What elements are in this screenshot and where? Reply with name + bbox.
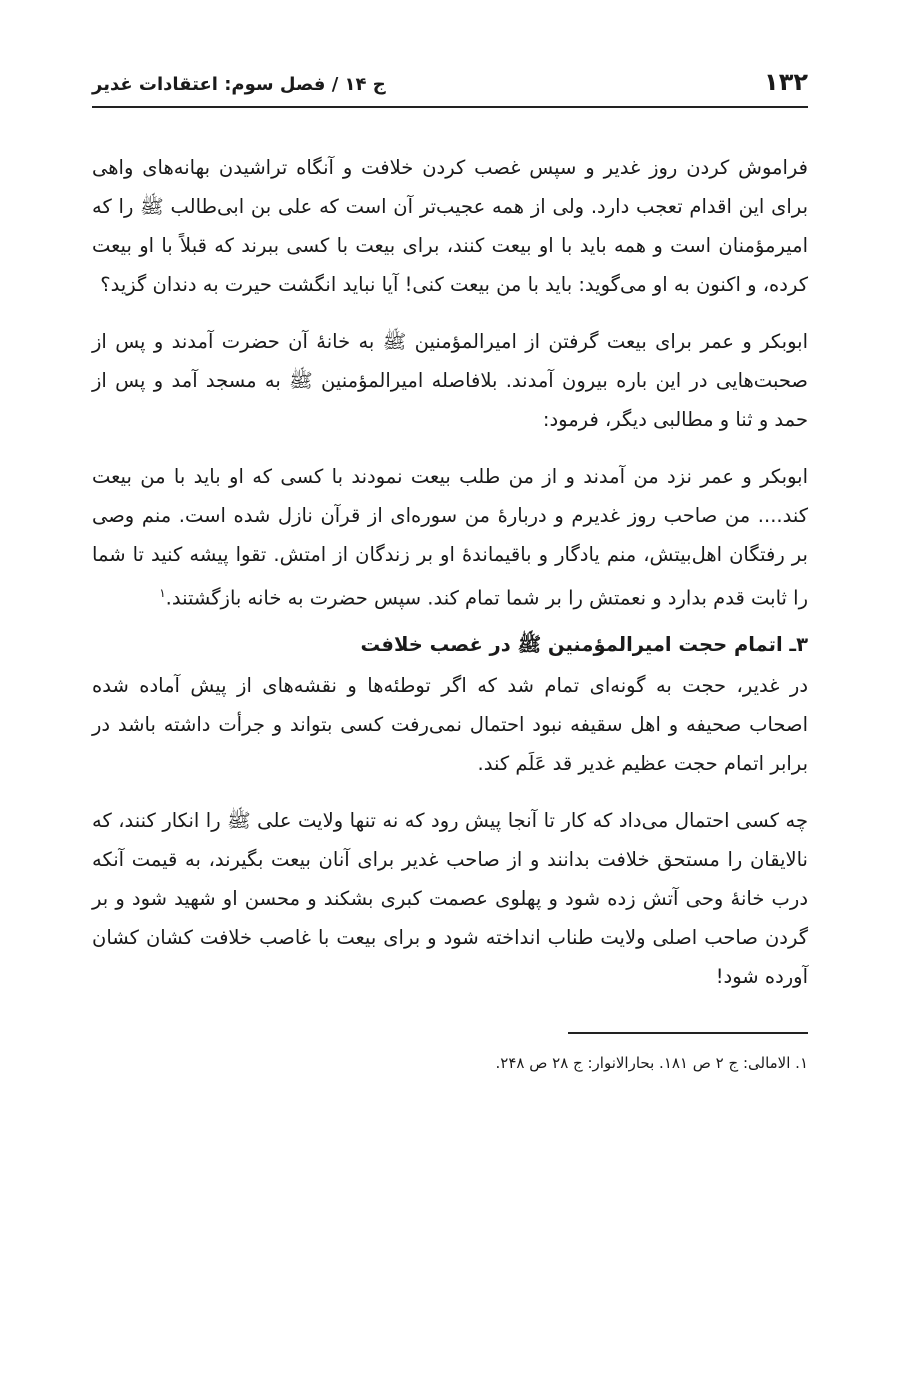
paragraph-3-text: ابوبکر و عمر نزد من آمدند و از من طلب بیعت نمودند با کسی که او باید با من بیعت کند.... من صاحب روز غدیرم و دربارهٔ من سوره‌ای از قرآن نازل شده است. منم وصی بر رفتگان اهل‌بیتش، منم یادگار و باقیماندهٔ او بر زندگان از امتش. تقوا پیشه کنید تا شما را ثابت قدم بدارد و نعمتش را بر شما تمام کند. سپس حضرت به خانه بازگشتند. [92, 465, 808, 610]
running-head: ج ۱۴ / فصل سوم: اعتقادات غدیر [92, 74, 386, 95]
footnote: ۱. الامالی: ج ۲ ص ۱۸۱. بحارالانوار: ج ۲۸ ص ۲۴۸. [495, 1053, 808, 1072]
paragraph-2: ابوبکر و عمر برای بیعت گرفتن از امیرالمؤمنین ﷺ به خانهٔ آن حضرت آمدند و پس از صحبت‌هایی در این باره بیرون آمدند. بلافاصله امیرالمؤمنین ﷺ به مسجد آمد و پس از حمد و ثنا و مطالبی دیگر، فرمود: [92, 330, 808, 431]
section-paragraph-2: چه کسی احتمال می‌داد که کار تا آنجا پیش رود که نه تنها ولایت علی ﷺ را انکار کنند، که نالایقان را مستحق خلافت بدانند و از صاحب غدیر برای آنان بیعت بگیرند، به قیمت آنکه درب خانهٔ وحی آتش زده شود و پهلوی عصمت کبری بشکند و محسن او شهید شود و بر گردن صاحب اصلی ولایت طناب انداخته شود و برای بیعت با غاصب خلافت کشان کشان آورده شود! [92, 808, 808, 988]
page-number: ۱۳۲ [764, 68, 808, 96]
paragraph-1: فراموش کردن روز غدیر و سپس غصب کردن خلافت و آنگاه تراشیدن بهانه‌های واهی برای این اقدام تعجب دارد. ولی از همه عجیب‌تر آن است که علی بن ابی‌طالب ﷺ را که امیرمؤمنان است و همه باید با او بیعت کنند، برای بیعت با کسی ببرند که قبلاً با او بیعت کرده، و اکنون به او می‌گوید: باید با من بیعت کنی! آیا نباید انگشت حیرت به دندان گزید؟ [92, 156, 808, 296]
footnote-separator [568, 1032, 808, 1034]
section-heading: ۳ـ اتمام حجت امیرالمؤمنین ﷺ در غصب خلافت [360, 632, 808, 656]
page-header [92, 60, 808, 108]
body-text [92, 148, 808, 996]
paragraph-3-quote [92, 457, 808, 618]
section-paragraph-1: در غدیر، حجت به گونه‌ای تمام شد که اگر توطئه‌ها و نقشه‌های از پیش آماده شده اصحاب صحیفه و اهل سقیفه نبود احتمال نمی‌رفت کسی بتواند و جرأت داشته باشد در برابر اتمام حجت عظیم غدیر قد عَلَم کند. [92, 673, 808, 775]
footnote-marker: ۱ [159, 586, 166, 600]
book-page [92, 60, 808, 1076]
